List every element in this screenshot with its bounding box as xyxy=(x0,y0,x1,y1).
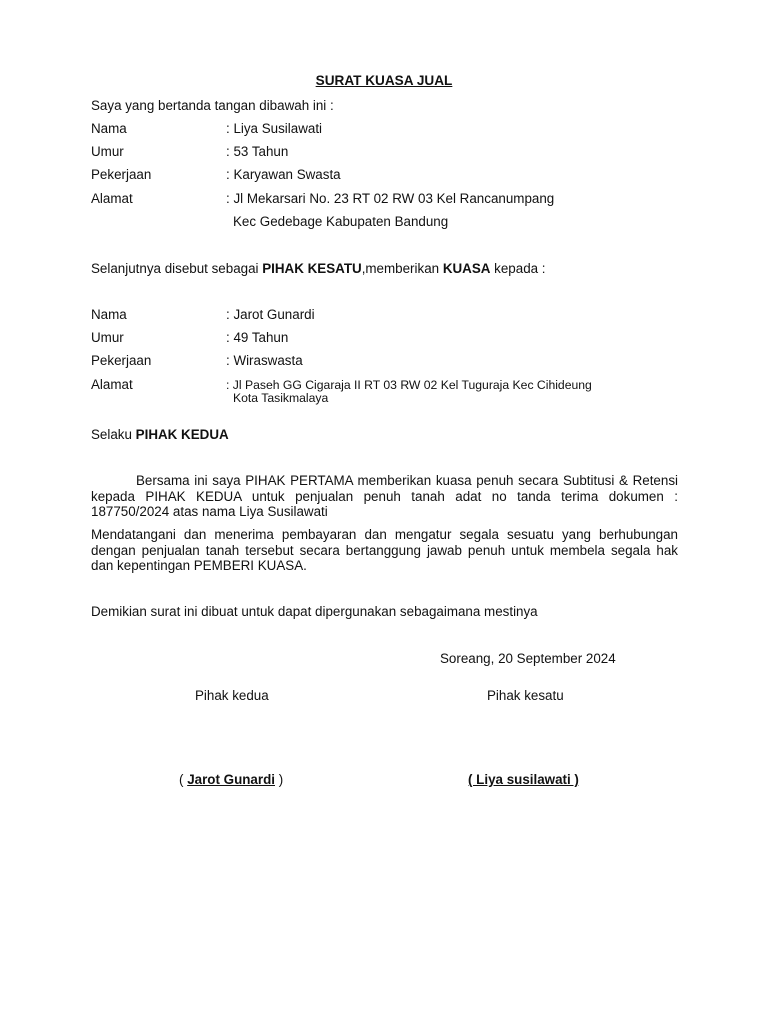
party1-address-line1: : Jl Mekarsari No. 23 RT 02 RW 03 Kel Rancanumpang xyxy=(226,191,555,206)
signature-name-left-text: Jarot Gunardi xyxy=(187,772,275,787)
first-party-designation xyxy=(91,261,546,277)
signature-label-left: Pihak kedua xyxy=(195,688,269,703)
party2-address-line2: Kota Tasikmalaya xyxy=(233,391,329,405)
party1-address-line2: Kec Gedebage Kabupaten Bandung xyxy=(233,214,449,229)
designation1-mid: ,memberikan xyxy=(361,261,443,276)
designation2-role: PIHAK KEDUA xyxy=(135,427,229,442)
party1-age-value: : 53 Tahun xyxy=(226,144,289,159)
party1-job-value: : Karyawan Swasta xyxy=(226,167,341,182)
party1-address-label: Alamat xyxy=(91,191,133,206)
signature-label-right: Pihak kesatu xyxy=(487,688,564,703)
designation2-pre: Selaku xyxy=(91,427,136,442)
party2-job-value: : Wiraswasta xyxy=(226,353,303,368)
party2-job-label: Pekerjaan xyxy=(91,353,152,368)
party2-age-label: Umur xyxy=(91,330,124,345)
party2-name-label: Nama xyxy=(91,307,127,322)
designation1-role: PIHAK KESATU xyxy=(262,261,362,276)
designation1-word: KUASA xyxy=(442,261,491,276)
party2-name-value: : Jarot Gunardi xyxy=(226,307,315,322)
party1-name-value: : Liya Susilawati xyxy=(226,121,323,136)
place-date: Soreang, 20 September 2024 xyxy=(440,651,616,666)
second-party-designation xyxy=(91,427,229,443)
intro-text: Saya yang bertanda tangan dibawah ini : xyxy=(91,98,334,113)
signature-name-left: ( Jarot Gunardi ) xyxy=(179,772,284,787)
closing-statement: Demikian surat ini dibuat untuk dapat dipergunakan sebagaimana mestinya xyxy=(91,604,538,619)
party1-name-label: Nama xyxy=(91,121,127,136)
signature-name-right: ( Liya susilawati ) xyxy=(468,772,579,787)
designation1-post: kepada : xyxy=(490,261,546,276)
party1-age-label: Umur xyxy=(91,144,124,159)
designation1-pre: Selanjutnya disebut sebagai xyxy=(91,261,263,276)
authorization-paragraph: Bersama ini saya PIHAK PERTAMA memberikan kuasa penuh secara Subtitusi & Retensi kepada PIHAK KEDUA untuk penjualan penuh tanah adat no tanda terima dokumen : 187750/2024 atas nama Liya Susilawati xyxy=(91,473,678,519)
party2-address-line1: : Jl Paseh GG Cigaraja II RT 03 RW 02 Kel Tuguraja Kec Cihideung xyxy=(226,378,592,392)
party1-job-label: Pekerjaan xyxy=(91,167,152,182)
document-title: SURAT KUASA JUAL xyxy=(315,73,453,88)
party2-address-label: Alamat xyxy=(91,377,133,392)
party2-age-value: : 49 Tahun xyxy=(226,330,289,345)
duties-paragraph: Mendatangani dan menerima pembayaran dan mengatur segala sesuatu yang berhubungan dengan penjualan tanah tersebut secara bertanggung jawab penuh untuk membela segala hak dan kepentingan PEMBERI KUASA. xyxy=(91,527,678,573)
